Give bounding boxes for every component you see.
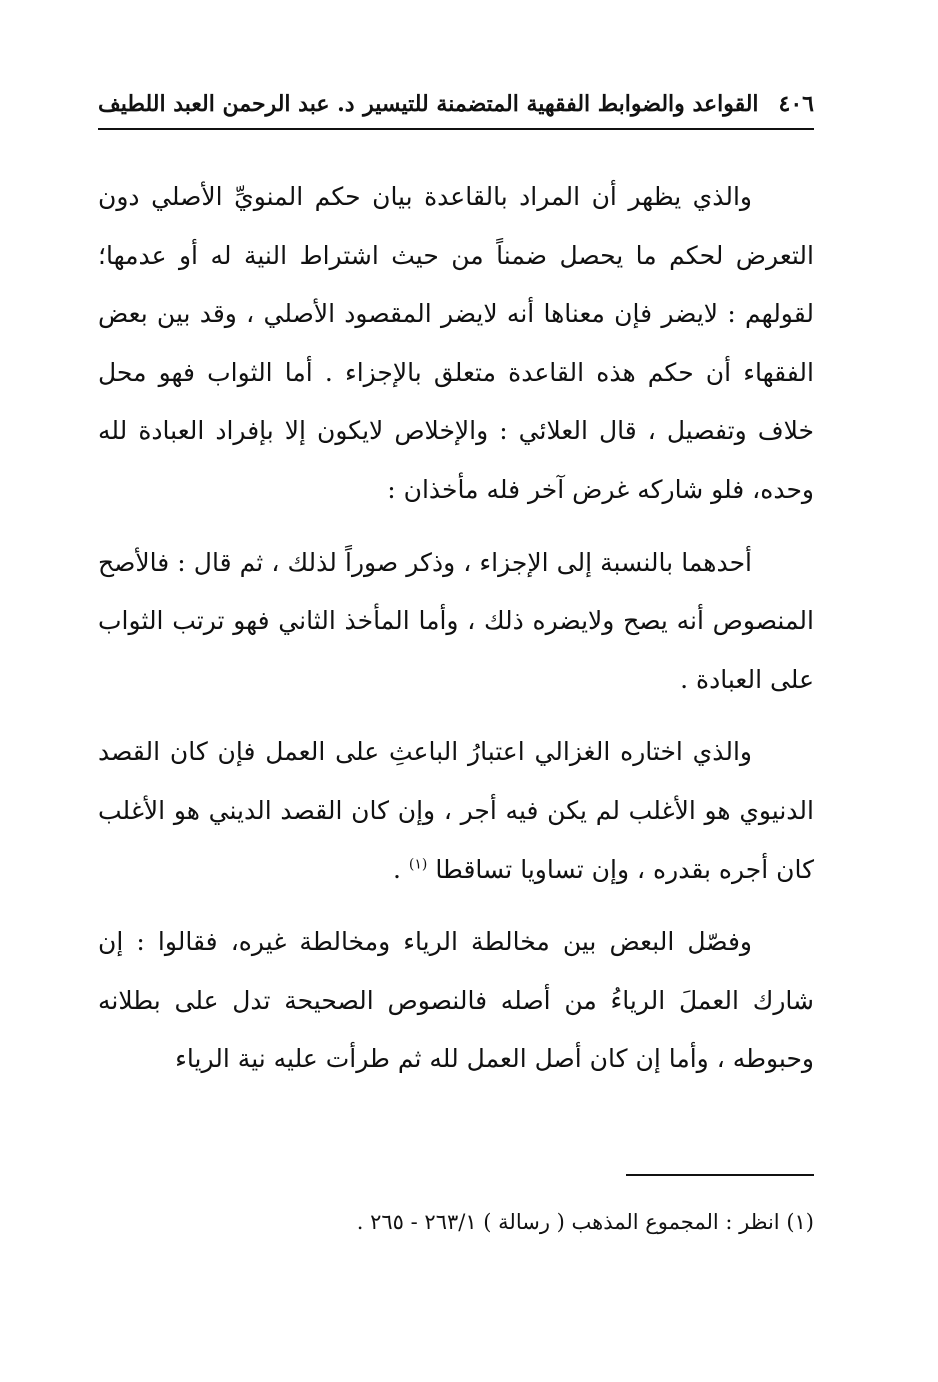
paragraph-2: أحدهما بالنسبة إلى الإجزاء ، وذكر صوراً لذلك ، ثم قال : فالأصح المنصوص أنه يصح ولايضره ذلك ، وأما المأخذ الثاني فهو ترتب الثواب على العبادة . [98,547,814,694]
paragraph-3 [98,723,814,899]
page-header [98,82,814,126]
paragraph-1: والذي يظهر أن المراد بالقاعدة بيان حكم المنويِّ الأصلي دون التعرض لحكم ما يحصل ضمناً من حيث اشتراط النية له أو عدمها؛ لقولهم : لايضر فإن معناها أنه لايضر المقصود الأصلي ، وقد بين بعض الفقهاء أن حكم هذه القاعدة متعلق بالإجزاء . أما الثواب فهو محل خلاف وتفصيل ، قال العلائي : والإخلاص لايكون إلا بإفراد العبادة لله وحده، فلو شاركه غرض آخر فله مأخذان : [98,182,814,504]
main-text [98,168,814,1103]
page-number: ٤٠٦ [778,91,814,117]
paragraph-3-text: والذي اختاره الغزالي اعتبارُ الباعثِ على العمل فإن كان القصد الدنيوي هو الأغلب لم يكن فيه أجر ، وإن كان القصد الديني هو الأغلب كان أجره بقدره ، وإن تساويا تساقطا [98,737,814,884]
book-title: القواعد والضوابط الفقهية المتضمنة للتيسير [363,91,759,117]
paragraph-3-end: . [392,854,401,884]
footnote-reference: (١) [408,856,428,873]
author-name: د. عبد الرحمن العبد اللطيف [98,91,355,117]
footnote: (١) انظر : المجموع المذهب ( رسالة ) ٢٦٣/١ - ٢٦٥ . [356,1210,814,1234]
header-divider [98,128,814,130]
paragraph-4: وفصّل البعض بين مخالطة الرياء ومخالطة غيره، فقالوا : إن شارك العملَ الرياءُ من أصله فالنصوص الصحيحة تدل على بطلانه وحبوطه ، وأما إن كان أصل العمل لله ثم طرأت عليه نية الرياء [98,927,814,1074]
footnote-divider [626,1174,814,1176]
